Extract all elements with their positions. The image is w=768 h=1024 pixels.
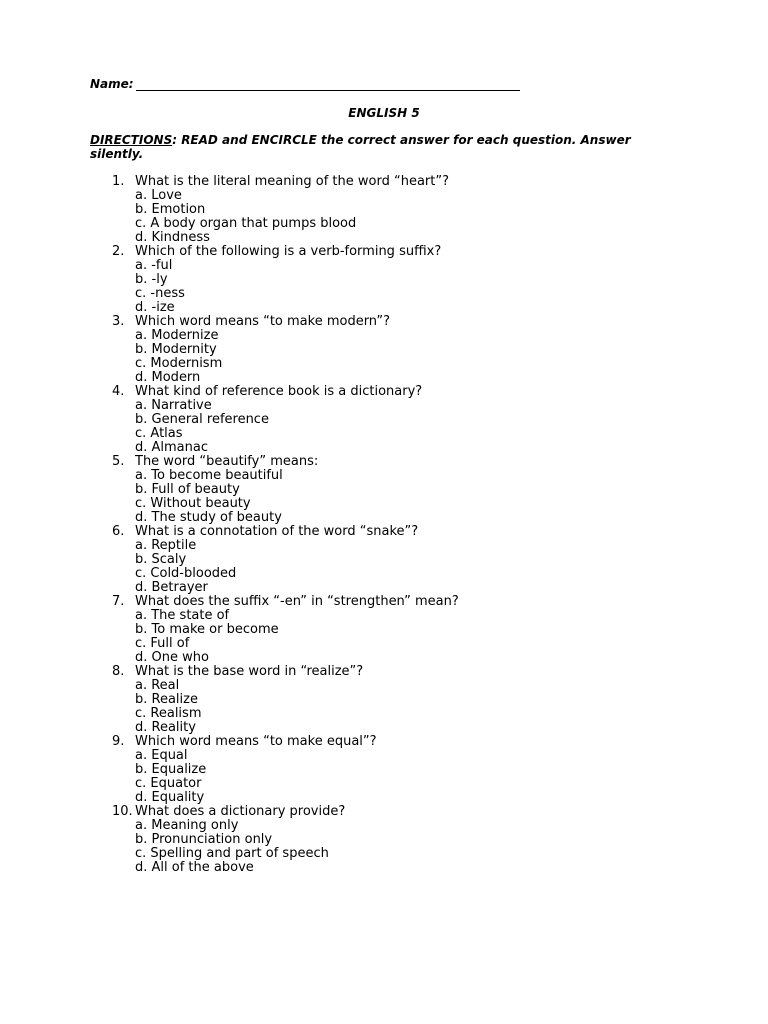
answer-choice[interactable]: c. Equator [135,776,202,791]
question-line [90,595,690,609]
answer-choice[interactable]: c. Modernism [135,356,223,371]
answer-choice[interactable]: d. All of the above [135,860,254,875]
answer-choice[interactable]: c. Without beauty [135,496,251,511]
question-text: The word “beautify” means: [135,454,319,469]
name-blank-line [136,78,520,91]
question-text: What is the literal meaning of the word “heart”? [135,174,449,189]
question-line [90,735,690,749]
question-item [90,595,690,665]
answer-choice[interactable]: d. Almanac [135,440,209,455]
question-text: What does the suffix “-en” in “strengthen” mean? [135,594,459,609]
answer-choice[interactable]: b. Scaly [135,552,187,567]
question-line [90,525,690,539]
question-line [90,315,690,329]
question-list [90,175,690,875]
question-number: 8. [112,664,125,679]
answer-choice[interactable]: d. -ize [135,300,175,315]
answer-choice[interactable]: a. Narrative [135,398,212,413]
directions-label: DIRECTIONS [90,133,173,147]
question-text: Which of the following is a verb-forming suffix? [135,244,442,259]
question-item [90,525,690,595]
answer-choice[interactable]: b. Modernity [135,342,217,357]
name-row [90,77,520,91]
question-item [90,315,690,385]
answer-choice[interactable]: b. General reference [135,412,269,427]
page-title: ENGLISH 5 [348,106,420,120]
answer-choice[interactable]: b. Emotion [135,202,206,217]
answer-choice[interactable]: a. Modernize [135,328,219,343]
answer-choice[interactable]: c. A body organ that pumps blood [135,216,357,231]
answer-choice[interactable]: a. Real [135,678,180,693]
answer-choice[interactable]: a. Equal [135,748,188,763]
question-item [90,805,690,875]
answer-choice[interactable]: b. Realize [135,692,198,707]
question-number: 4. [112,384,125,399]
answer-choice[interactable]: b. Full of beauty [135,482,240,497]
question-text: What kind of reference book is a dictionary? [135,384,423,399]
answer-choice[interactable]: d. Modern [135,370,201,385]
answer-choice[interactable]: d. Betrayer [135,580,208,595]
question-line [90,245,690,259]
question-line [90,175,690,189]
question-text: What is the base word in “realize”? [135,664,364,679]
answer-choice[interactable]: a. Love [135,188,182,203]
answer-choice[interactable]: a. Reptile [135,538,197,553]
question-item [90,175,690,245]
question-line [90,455,690,469]
answer-choice[interactable]: c. Cold-blooded [135,566,237,581]
answer-choice[interactable]: a. To become beautiful [135,468,283,483]
question-number: 1. [112,174,125,189]
answer-choice[interactable]: a. -ful [135,258,173,273]
question-item [90,385,690,455]
question-line [90,665,690,679]
question-number: 10. [112,804,133,819]
question-text: Which word means “to make equal”? [135,734,377,749]
question-line [90,385,690,399]
answer-choice[interactable]: b. To make or become [135,622,279,637]
question-number: 7. [112,594,125,609]
directions-text: : READ and ENCIRCLE the correct answer for each question. Answer silently. [90,133,631,161]
answer-choice[interactable]: c. Spelling and part of speech [135,846,329,861]
answer-choice[interactable]: d. The study of beauty [135,510,282,525]
answer-choice[interactable]: d. Kindness [135,230,210,245]
answer-choice[interactable]: c. Realism [135,706,202,721]
question-item [90,665,690,735]
question-item [90,735,690,805]
answer-choice[interactable]: c. Full of [135,636,190,651]
question-number: 9. [112,734,125,749]
question-line [90,805,690,819]
answer-choice[interactable]: d. Reality [135,720,196,735]
question-text: What does a dictionary provide? [135,804,346,819]
answer-choice[interactable]: b. -ly [135,272,168,287]
question-item [90,245,690,315]
question-number: 2. [112,244,125,259]
question-text: What is a connotation of the word “snake”? [135,524,419,539]
answer-choice[interactable]: b. Equalize [135,762,207,777]
answer-choice[interactable]: c. Atlas [135,426,183,441]
answer-choice[interactable]: a. Meaning only [135,818,239,833]
answer-choice[interactable]: b. Pronunciation only [135,832,273,847]
question-text: Which word means “to make modern”? [135,314,390,329]
name-label: Name: [90,77,134,91]
question-number: 5. [112,454,125,469]
answer-choice[interactable]: a. The state of [135,608,230,623]
question-item [90,455,690,525]
answer-choice[interactable]: c. -ness [135,286,185,301]
answer-choice[interactable]: d. Equality [135,790,205,805]
directions [90,133,680,161]
question-number: 3. [112,314,125,329]
question-number: 6. [112,524,125,539]
answer-choice[interactable]: d. One who [135,650,209,665]
